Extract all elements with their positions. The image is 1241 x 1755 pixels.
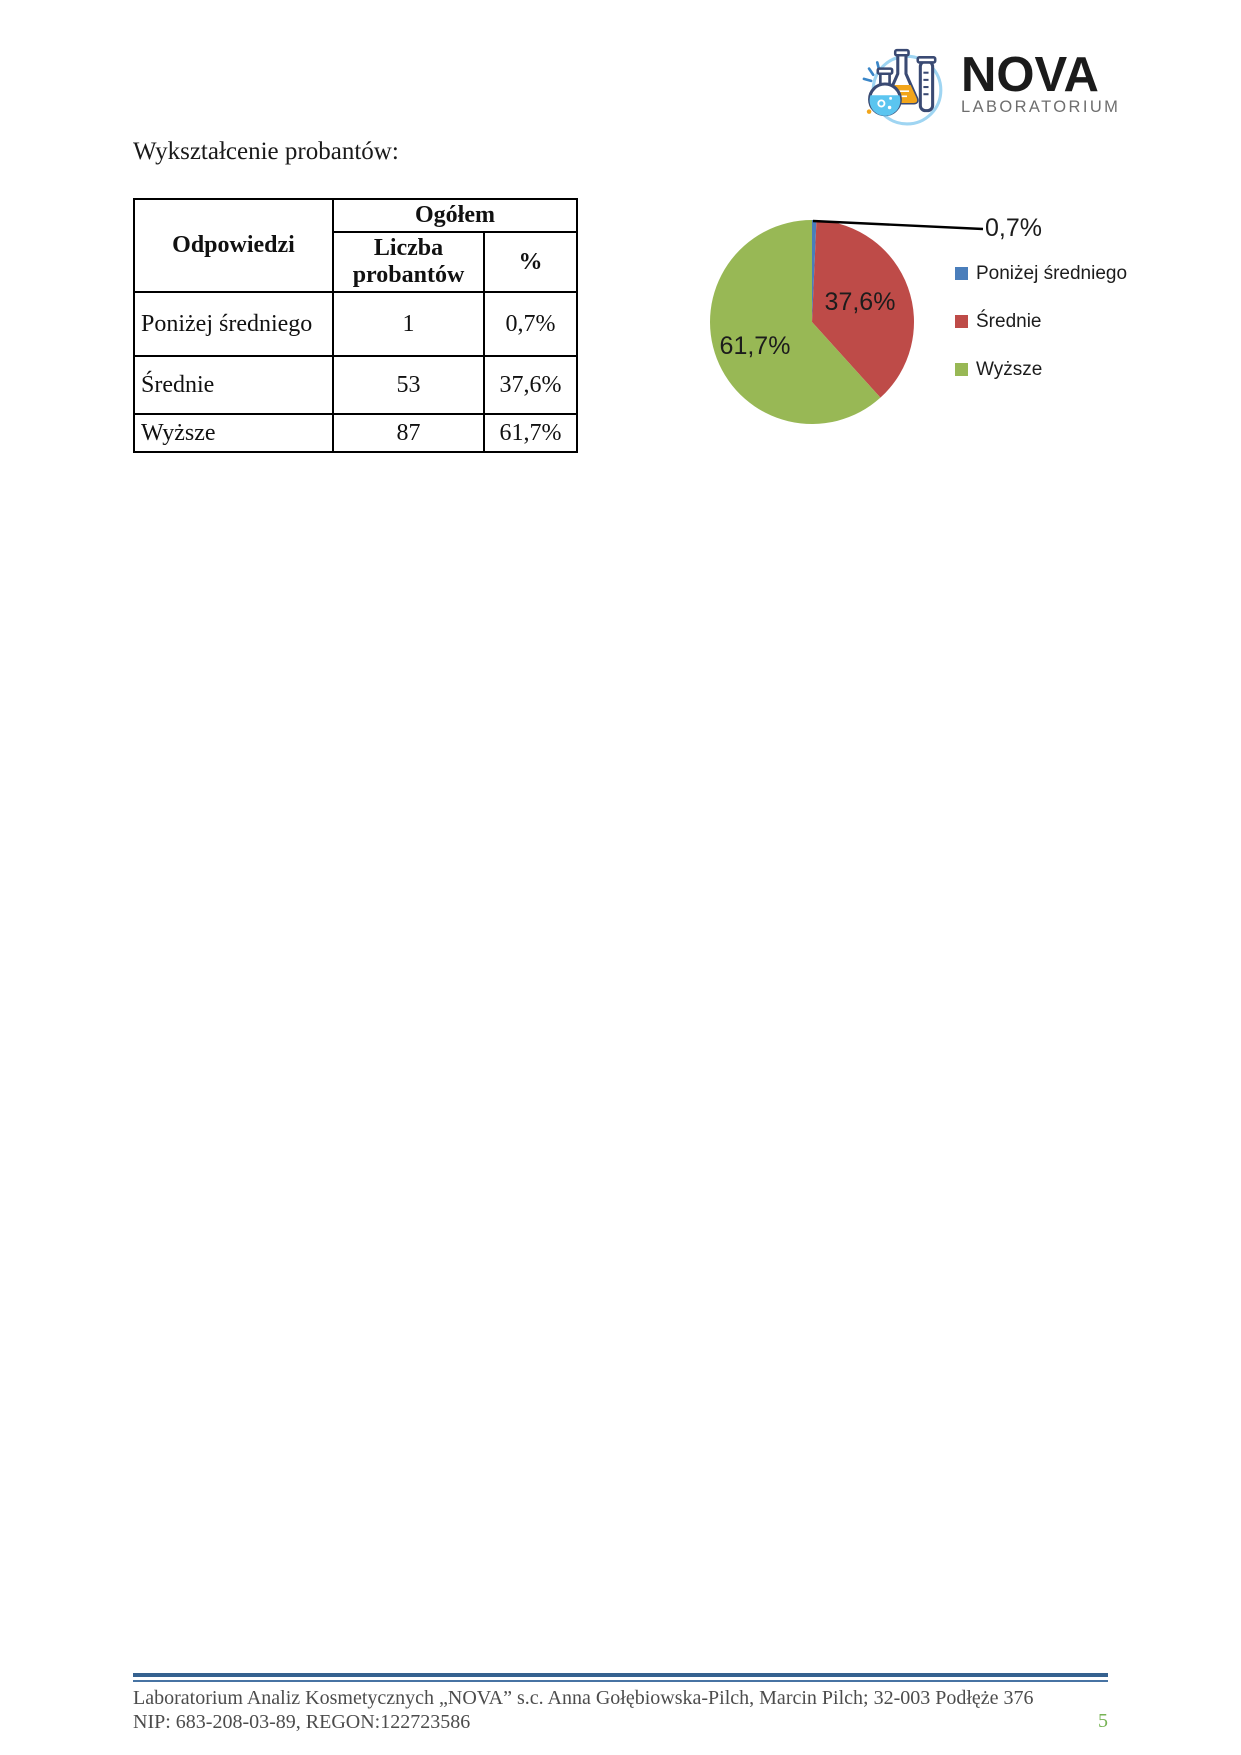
logo-subtitle: LABORATORIUM bbox=[961, 98, 1121, 116]
row-percent: 37,6% bbox=[484, 356, 577, 414]
row-label: Wyższe bbox=[134, 414, 333, 452]
legend-label: Wyższe bbox=[976, 358, 1043, 380]
row-percent: 61,7% bbox=[484, 414, 577, 452]
table-row bbox=[134, 414, 577, 452]
table-header-total: Ogółem bbox=[333, 199, 577, 232]
section-heading: Wykształcenie probantów: bbox=[133, 138, 399, 165]
row-count: 1 bbox=[333, 292, 484, 356]
lab-flasks-icon bbox=[855, 44, 959, 126]
row-label: Poniżej średniego bbox=[134, 292, 333, 356]
chart-legend bbox=[955, 262, 1127, 381]
legend-label: Średnie bbox=[976, 310, 1042, 332]
table-row bbox=[134, 356, 577, 414]
logo-text bbox=[961, 48, 1121, 117]
table-header-percent: % bbox=[484, 232, 577, 292]
legend-label: Poniżej średniego bbox=[976, 262, 1128, 284]
row-percent: 0,7% bbox=[484, 292, 577, 356]
table-header-count: Liczba probantów bbox=[333, 232, 484, 292]
legend-item-ponizej bbox=[955, 262, 1127, 285]
legend-item-srednie bbox=[955, 310, 1127, 333]
pie-label-srednie: 37,6% bbox=[824, 288, 896, 316]
row-count: 87 bbox=[333, 414, 484, 452]
logo-name: NOVA bbox=[961, 48, 1099, 102]
table-row bbox=[134, 292, 577, 356]
footer-divider bbox=[133, 1673, 1108, 1682]
legend-swatch-green bbox=[955, 363, 968, 376]
legend-swatch-blue bbox=[955, 267, 968, 280]
row-label: Średnie bbox=[134, 356, 333, 414]
legend-swatch-red bbox=[955, 315, 968, 328]
footer-text bbox=[133, 1686, 1108, 1734]
pie-label-ponizej: 0,7% bbox=[985, 214, 1042, 242]
nova-logo bbox=[855, 44, 1120, 126]
footer-line1: Laboratorium Analiz Kosmetycznych „NOVA” s.c. Anna Gołębiowska-Pilch, Marcin Pilch; 32-003 Podłęże 376 bbox=[133, 1687, 1034, 1709]
table-header-answers: Odpowiedzi bbox=[134, 199, 333, 292]
pie-label-wyzsze: 61,7% bbox=[719, 332, 791, 360]
legend-item-wyzsze bbox=[955, 358, 1127, 381]
education-table bbox=[133, 198, 578, 453]
row-count: 53 bbox=[333, 356, 484, 414]
page-number: 5 bbox=[1098, 1710, 1108, 1732]
footer-line2: NIP: 683-208-03-89, REGON:122723586 bbox=[133, 1711, 471, 1733]
